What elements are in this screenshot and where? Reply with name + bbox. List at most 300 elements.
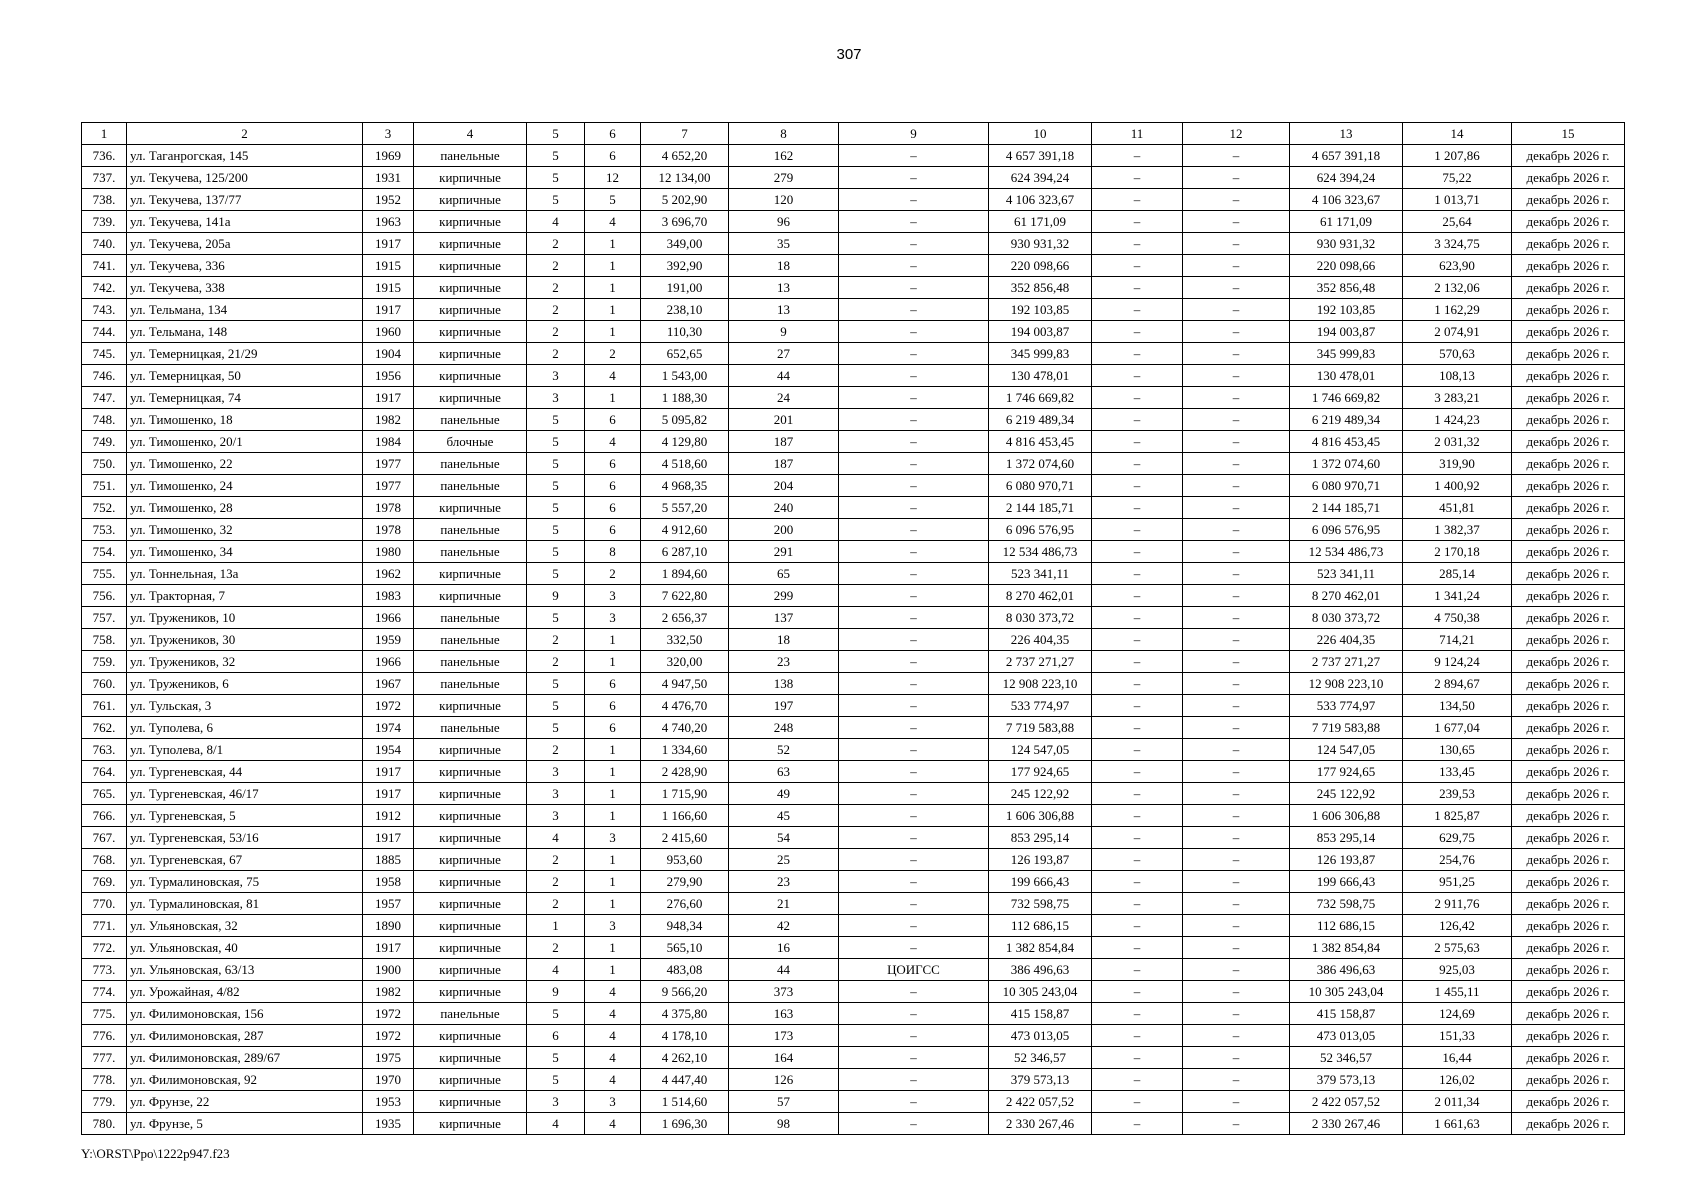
year-built-cell: 1915 (363, 277, 414, 299)
table-body (82, 145, 1625, 1135)
wall-material-cell: кирпичные (414, 299, 527, 321)
address-cell: ул. Тружеников, 6 (127, 673, 363, 695)
cost-per-sqm-cell: 1 661,63 (1403, 1113, 1512, 1135)
address-cell: ул. Темерницкая, 50 (127, 365, 363, 387)
heritage-status-cell: – (839, 805, 989, 827)
residents-cell: 200 (729, 519, 839, 541)
header-cell: 9 (839, 123, 989, 145)
row-number-cell: 774. (82, 981, 127, 1003)
cost-col-11-cell: – (1092, 321, 1183, 343)
header-cell: 10 (989, 123, 1092, 145)
floors-cell: 5 (527, 409, 585, 431)
table-row (82, 629, 1625, 651)
floors-cell: 6 (527, 1025, 585, 1047)
table-row (82, 937, 1625, 959)
cost-col-11-cell: – (1092, 277, 1183, 299)
address-cell: ул. Тружеников, 32 (127, 651, 363, 673)
entrances-cell: 1 (585, 959, 641, 981)
total-area-cell: 5 202,90 (641, 189, 729, 211)
cost-col-12-cell: – (1183, 321, 1290, 343)
row-number-cell: 779. (82, 1091, 127, 1113)
completion-date-cell: декабрь 2026 г. (1512, 761, 1625, 783)
completion-date-cell: декабрь 2026 г. (1512, 255, 1625, 277)
cost-per-sqm-cell: 133,45 (1403, 761, 1512, 783)
cost-per-sqm-cell: 75,22 (1403, 167, 1512, 189)
year-built-cell: 1980 (363, 541, 414, 563)
cost-col-13-cell: 245 122,92 (1290, 783, 1403, 805)
floors-cell: 1 (527, 915, 585, 937)
entrances-cell: 4 (585, 211, 641, 233)
cost-per-sqm-cell: 1 341,24 (1403, 585, 1512, 607)
wall-material-cell: панельные (414, 607, 527, 629)
cost-col-11-cell: – (1092, 695, 1183, 717)
year-built-cell: 1917 (363, 299, 414, 321)
table-row (82, 145, 1625, 167)
residents-cell: 65 (729, 563, 839, 585)
heritage-status-cell: – (839, 1047, 989, 1069)
residents-cell: 27 (729, 343, 839, 365)
cost-per-sqm-cell: 151,33 (1403, 1025, 1512, 1047)
cost-col-12-cell: – (1183, 827, 1290, 849)
completion-date-cell: декабрь 2026 г. (1512, 211, 1625, 233)
cost-col-11-cell: – (1092, 189, 1183, 211)
total-cost-cell: 177 924,65 (989, 761, 1092, 783)
cost-col-13-cell: 61 171,09 (1290, 211, 1403, 233)
table-row (82, 453, 1625, 475)
total-area-cell: 652,65 (641, 343, 729, 365)
cost-col-12-cell: – (1183, 893, 1290, 915)
year-built-cell: 1970 (363, 1069, 414, 1091)
cost-per-sqm-cell: 714,21 (1403, 629, 1512, 651)
floors-cell: 2 (527, 937, 585, 959)
cost-per-sqm-cell: 2 132,06 (1403, 277, 1512, 299)
cost-col-13-cell: 2 737 271,27 (1290, 651, 1403, 673)
cost-per-sqm-cell: 108,13 (1403, 365, 1512, 387)
cost-col-13-cell: 4 106 323,67 (1290, 189, 1403, 211)
total-area-cell: 276,60 (641, 893, 729, 915)
entrances-cell: 1 (585, 651, 641, 673)
cost-per-sqm-cell: 629,75 (1403, 827, 1512, 849)
cost-per-sqm-cell: 1 455,11 (1403, 981, 1512, 1003)
table-row (82, 299, 1625, 321)
completion-date-cell: декабрь 2026 г. (1512, 607, 1625, 629)
address-cell: ул. Тимошенко, 24 (127, 475, 363, 497)
heritage-status-cell: – (839, 277, 989, 299)
total-cost-cell: 523 341,11 (989, 563, 1092, 585)
heritage-status-cell: – (839, 475, 989, 497)
cost-col-12-cell: – (1183, 211, 1290, 233)
cost-col-11-cell: – (1092, 1025, 1183, 1047)
residents-cell: 126 (729, 1069, 839, 1091)
cost-per-sqm-cell: 1 825,87 (1403, 805, 1512, 827)
entrances-cell: 1 (585, 849, 641, 871)
heritage-status-cell: – (839, 629, 989, 651)
floors-cell: 5 (527, 497, 585, 519)
entrances-cell: 1 (585, 321, 641, 343)
header-row (82, 123, 1625, 145)
cost-col-12-cell: – (1183, 563, 1290, 585)
cost-col-12-cell: – (1183, 607, 1290, 629)
header-cell: 8 (729, 123, 839, 145)
residents-cell: 9 (729, 321, 839, 343)
heritage-status-cell: – (839, 233, 989, 255)
row-number-cell: 736. (82, 145, 127, 167)
entrances-cell: 3 (585, 915, 641, 937)
year-built-cell: 1912 (363, 805, 414, 827)
entrances-cell: 4 (585, 1025, 641, 1047)
year-built-cell: 1954 (363, 739, 414, 761)
total-cost-cell: 1 746 669,82 (989, 387, 1092, 409)
heritage-status-cell: – (839, 387, 989, 409)
cost-col-12-cell: – (1183, 1047, 1290, 1069)
cost-col-11-cell: – (1092, 1047, 1183, 1069)
entrances-cell: 1 (585, 299, 641, 321)
address-cell: ул. Текучева, 338 (127, 277, 363, 299)
row-number-cell: 751. (82, 475, 127, 497)
cost-col-12-cell: – (1183, 1113, 1290, 1135)
year-built-cell: 1972 (363, 1003, 414, 1025)
residents-cell: 49 (729, 783, 839, 805)
year-built-cell: 1966 (363, 651, 414, 673)
entrances-cell: 4 (585, 431, 641, 453)
residents-cell: 63 (729, 761, 839, 783)
year-built-cell: 1959 (363, 629, 414, 651)
year-built-cell: 1917 (363, 761, 414, 783)
cost-col-13-cell: 4 816 453,45 (1290, 431, 1403, 453)
address-cell: ул. Филимоновская, 289/67 (127, 1047, 363, 1069)
floors-cell: 3 (527, 761, 585, 783)
address-cell: ул. Тимошенко, 34 (127, 541, 363, 563)
wall-material-cell: панельные (414, 629, 527, 651)
total-cost-cell: 61 171,09 (989, 211, 1092, 233)
table-row (82, 1003, 1625, 1025)
residents-cell: 279 (729, 167, 839, 189)
cost-col-11-cell: – (1092, 299, 1183, 321)
heritage-status-cell: – (839, 739, 989, 761)
cost-col-13-cell: 853 295,14 (1290, 827, 1403, 849)
heritage-status-cell: – (839, 1003, 989, 1025)
table-row (82, 695, 1625, 717)
cost-col-11-cell: – (1092, 783, 1183, 805)
total-area-cell: 1 514,60 (641, 1091, 729, 1113)
cost-col-13-cell: 12 534 486,73 (1290, 541, 1403, 563)
table-row (82, 915, 1625, 937)
entrances-cell: 6 (585, 497, 641, 519)
cost-col-11-cell: – (1092, 211, 1183, 233)
completion-date-cell: декабрь 2026 г. (1512, 519, 1625, 541)
heritage-status-cell: – (839, 431, 989, 453)
total-area-cell: 7 622,80 (641, 585, 729, 607)
cost-col-13-cell: 8 270 462,01 (1290, 585, 1403, 607)
cost-per-sqm-cell: 1 382,37 (1403, 519, 1512, 541)
heritage-status-cell: – (839, 871, 989, 893)
cost-col-12-cell: – (1183, 959, 1290, 981)
heritage-status-cell: – (839, 365, 989, 387)
total-cost-cell: 2 422 057,52 (989, 1091, 1092, 1113)
cost-col-13-cell: 199 666,43 (1290, 871, 1403, 893)
total-cost-cell: 8 270 462,01 (989, 585, 1092, 607)
cost-col-11-cell: – (1092, 915, 1183, 937)
total-cost-cell: 473 013,05 (989, 1025, 1092, 1047)
year-built-cell: 1931 (363, 167, 414, 189)
entrances-cell: 6 (585, 673, 641, 695)
table-row (82, 277, 1625, 299)
heritage-status-cell: – (839, 145, 989, 167)
heritage-status-cell: – (839, 717, 989, 739)
year-built-cell: 1977 (363, 453, 414, 475)
cost-col-13-cell: 2 330 267,46 (1290, 1113, 1403, 1135)
total-cost-cell: 1 382 854,84 (989, 937, 1092, 959)
wall-material-cell: панельные (414, 453, 527, 475)
cost-col-11-cell: – (1092, 365, 1183, 387)
cost-col-13-cell: 415 158,87 (1290, 1003, 1403, 1025)
residents-cell: 18 (729, 629, 839, 651)
table-row (82, 211, 1625, 233)
table-row (82, 893, 1625, 915)
cost-col-12-cell: – (1183, 761, 1290, 783)
year-built-cell: 1962 (363, 563, 414, 585)
row-number-cell: 765. (82, 783, 127, 805)
total-area-cell: 12 134,00 (641, 167, 729, 189)
total-area-cell: 1 894,60 (641, 563, 729, 585)
header-cell: 2 (127, 123, 363, 145)
cost-col-12-cell: – (1183, 299, 1290, 321)
cost-col-12-cell: – (1183, 1025, 1290, 1047)
cost-per-sqm-cell: 4 750,38 (1403, 607, 1512, 629)
cost-col-12-cell: – (1183, 541, 1290, 563)
year-built-cell: 1967 (363, 673, 414, 695)
total-area-cell: 483,08 (641, 959, 729, 981)
cost-col-13-cell: 533 774,97 (1290, 695, 1403, 717)
address-cell: ул. Текучева, 336 (127, 255, 363, 277)
row-number-cell: 771. (82, 915, 127, 937)
address-cell: ул. Тимошенко, 20/1 (127, 431, 363, 453)
cost-col-12-cell: – (1183, 453, 1290, 475)
year-built-cell: 1966 (363, 607, 414, 629)
cost-per-sqm-cell: 130,65 (1403, 739, 1512, 761)
total-area-cell: 5 557,20 (641, 497, 729, 519)
cost-col-11-cell: – (1092, 475, 1183, 497)
year-built-cell: 1953 (363, 1091, 414, 1113)
total-cost-cell: 10 305 243,04 (989, 981, 1092, 1003)
header-cell: 15 (1512, 123, 1625, 145)
cost-per-sqm-cell: 319,90 (1403, 453, 1512, 475)
table-row (82, 1091, 1625, 1113)
cost-col-11-cell: – (1092, 871, 1183, 893)
entrances-cell: 12 (585, 167, 641, 189)
total-area-cell: 279,90 (641, 871, 729, 893)
completion-date-cell: декабрь 2026 г. (1512, 673, 1625, 695)
completion-date-cell: декабрь 2026 г. (1512, 1047, 1625, 1069)
wall-material-cell: кирпичные (414, 827, 527, 849)
floors-cell: 9 (527, 585, 585, 607)
completion-date-cell: декабрь 2026 г. (1512, 959, 1625, 981)
cost-col-13-cell: 352 856,48 (1290, 277, 1403, 299)
row-number-cell: 761. (82, 695, 127, 717)
wall-material-cell: кирпичные (414, 1091, 527, 1113)
table-row (82, 255, 1625, 277)
completion-date-cell: декабрь 2026 г. (1512, 365, 1625, 387)
entrances-cell: 1 (585, 893, 641, 915)
total-area-cell: 4 129,80 (641, 431, 729, 453)
wall-material-cell: кирпичные (414, 761, 527, 783)
cost-per-sqm-cell: 1 677,04 (1403, 717, 1512, 739)
total-area-cell: 1 696,30 (641, 1113, 729, 1135)
entrances-cell: 3 (585, 607, 641, 629)
residents-cell: 45 (729, 805, 839, 827)
total-area-cell: 3 696,70 (641, 211, 729, 233)
entrances-cell: 4 (585, 981, 641, 1003)
cost-col-12-cell: – (1183, 695, 1290, 717)
floors-cell: 2 (527, 233, 585, 255)
completion-date-cell: декабрь 2026 г. (1512, 717, 1625, 739)
address-cell: ул. Тоннельная, 13а (127, 563, 363, 585)
floors-cell: 2 (527, 321, 585, 343)
row-number-cell: 757. (82, 607, 127, 629)
heritage-status-cell: – (839, 189, 989, 211)
year-built-cell: 1956 (363, 365, 414, 387)
wall-material-cell: панельные (414, 651, 527, 673)
wall-material-cell: панельные (414, 717, 527, 739)
table-row (82, 739, 1625, 761)
entrances-cell: 4 (585, 1113, 641, 1135)
completion-date-cell: декабрь 2026 г. (1512, 783, 1625, 805)
heritage-status-cell: – (839, 255, 989, 277)
heritage-status-cell: – (839, 541, 989, 563)
floors-cell: 2 (527, 849, 585, 871)
address-cell: ул. Филимоновская, 156 (127, 1003, 363, 1025)
table-row (82, 783, 1625, 805)
row-number-cell: 739. (82, 211, 127, 233)
total-area-cell: 948,34 (641, 915, 729, 937)
cost-per-sqm-cell: 951,25 (1403, 871, 1512, 893)
total-cost-cell: 130 478,01 (989, 365, 1092, 387)
total-area-cell: 4 947,50 (641, 673, 729, 695)
completion-date-cell: декабрь 2026 г. (1512, 585, 1625, 607)
floors-cell: 5 (527, 1069, 585, 1091)
table-row (82, 497, 1625, 519)
total-cost-cell: 853 295,14 (989, 827, 1092, 849)
cost-col-12-cell: – (1183, 915, 1290, 937)
wall-material-cell: панельные (414, 1003, 527, 1025)
cost-col-11-cell: – (1092, 849, 1183, 871)
floors-cell: 2 (527, 739, 585, 761)
completion-date-cell: декабрь 2026 г. (1512, 167, 1625, 189)
cost-col-12-cell: – (1183, 783, 1290, 805)
table-row (82, 805, 1625, 827)
residents-cell: 96 (729, 211, 839, 233)
cost-col-13-cell: 12 908 223,10 (1290, 673, 1403, 695)
cost-col-11-cell: – (1092, 629, 1183, 651)
cost-col-11-cell: – (1092, 145, 1183, 167)
floors-cell: 2 (527, 871, 585, 893)
total-area-cell: 191,00 (641, 277, 729, 299)
cost-col-12-cell: – (1183, 255, 1290, 277)
floors-cell: 5 (527, 541, 585, 563)
completion-date-cell: декабрь 2026 г. (1512, 563, 1625, 585)
table-row (82, 167, 1625, 189)
address-cell: ул. Тимошенко, 28 (127, 497, 363, 519)
year-built-cell: 1904 (363, 343, 414, 365)
total-cost-cell: 6 219 489,34 (989, 409, 1092, 431)
row-number-cell: 767. (82, 827, 127, 849)
entrances-cell: 4 (585, 1069, 641, 1091)
total-area-cell: 953,60 (641, 849, 729, 871)
cost-col-11-cell: – (1092, 233, 1183, 255)
floors-cell: 4 (527, 1113, 585, 1135)
year-built-cell: 1960 (363, 321, 414, 343)
floors-cell: 5 (527, 431, 585, 453)
header-cell: 1 (82, 123, 127, 145)
cost-per-sqm-cell: 2 575,63 (1403, 937, 1512, 959)
wall-material-cell: кирпичные (414, 893, 527, 915)
year-built-cell: 1983 (363, 585, 414, 607)
cost-col-12-cell: – (1183, 849, 1290, 871)
year-built-cell: 1969 (363, 145, 414, 167)
wall-material-cell: кирпичные (414, 365, 527, 387)
floors-cell: 5 (527, 167, 585, 189)
total-area-cell: 1 166,60 (641, 805, 729, 827)
year-built-cell: 1982 (363, 981, 414, 1003)
year-built-cell: 1978 (363, 519, 414, 541)
table-row (82, 651, 1625, 673)
residents-cell: 98 (729, 1113, 839, 1135)
table-row (82, 343, 1625, 365)
cost-col-12-cell: – (1183, 673, 1290, 695)
cost-col-13-cell: 732 598,75 (1290, 893, 1403, 915)
entrances-cell: 6 (585, 717, 641, 739)
row-number-cell: 769. (82, 871, 127, 893)
entrances-cell: 4 (585, 1047, 641, 1069)
cost-col-11-cell: – (1092, 585, 1183, 607)
address-cell: ул. Тургеневская, 5 (127, 805, 363, 827)
cost-col-11-cell: – (1092, 431, 1183, 453)
table-row (82, 871, 1625, 893)
total-cost-cell: 220 098,66 (989, 255, 1092, 277)
year-built-cell: 1890 (363, 915, 414, 937)
cost-col-11-cell: – (1092, 255, 1183, 277)
heritage-status-cell: – (839, 167, 989, 189)
header-cell: 6 (585, 123, 641, 145)
row-number-cell: 763. (82, 739, 127, 761)
completion-date-cell: декабрь 2026 г. (1512, 805, 1625, 827)
entrances-cell: 6 (585, 453, 641, 475)
heritage-status-cell: – (839, 695, 989, 717)
address-cell: ул. Темерницкая, 74 (127, 387, 363, 409)
cost-col-13-cell: 4 657 391,18 (1290, 145, 1403, 167)
heritage-status-cell: – (839, 299, 989, 321)
entrances-cell: 6 (585, 409, 641, 431)
row-number-cell: 758. (82, 629, 127, 651)
cost-col-12-cell: – (1183, 739, 1290, 761)
completion-date-cell: декабрь 2026 г. (1512, 739, 1625, 761)
heritage-status-cell: – (839, 453, 989, 475)
cost-col-13-cell: 6 219 489,34 (1290, 409, 1403, 431)
cost-col-11-cell: – (1092, 893, 1183, 915)
total-area-cell: 320,00 (641, 651, 729, 673)
floors-cell: 2 (527, 343, 585, 365)
total-cost-cell: 6 096 576,95 (989, 519, 1092, 541)
cost-col-12-cell: – (1183, 145, 1290, 167)
heritage-status-cell: – (839, 893, 989, 915)
residents-cell: 138 (729, 673, 839, 695)
cost-col-11-cell: – (1092, 387, 1183, 409)
total-area-cell: 1 715,90 (641, 783, 729, 805)
row-number-cell: 770. (82, 893, 127, 915)
floors-cell: 5 (527, 475, 585, 497)
wall-material-cell: кирпичные (414, 849, 527, 871)
wall-material-cell: кирпичные (414, 277, 527, 299)
